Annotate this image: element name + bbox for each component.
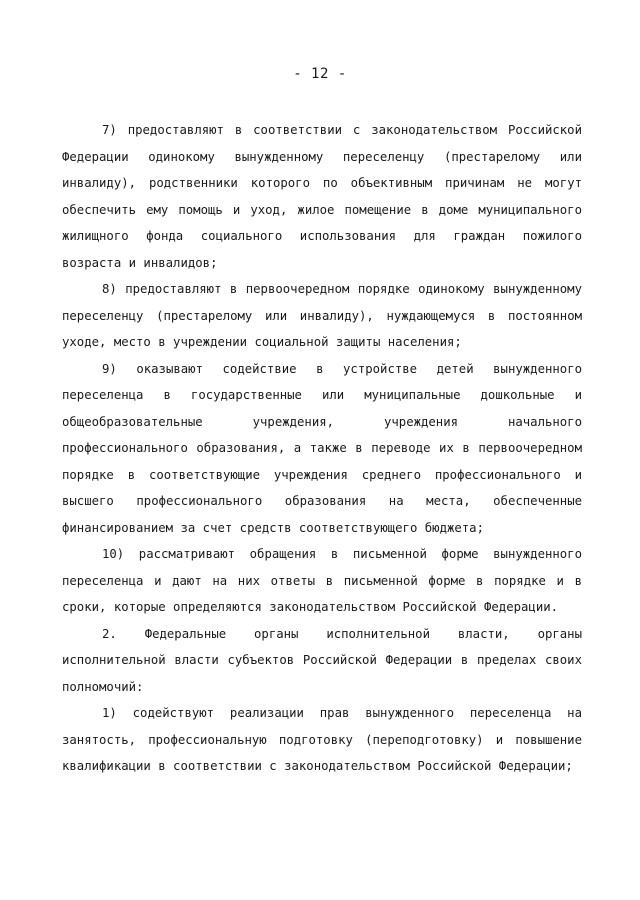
paragraph-item-8: 8) предоставляют в первоочередном порядке одинокому вынужденному переселенцу (престарелому или инвалиду), нуждающемуся в постоянном уходе, место в учреждении социальной защиты населения; xyxy=(62,282,582,349)
page-number: - 12 - xyxy=(293,66,347,82)
paragraph-section-2-item-1: 1) содействуют реализации прав вынужденного переселенца на занятость, профессиональную подготовку (переподготовку) и повышение квалификации в соответствии с законодательством Российской Федерации; xyxy=(62,706,582,773)
paragraph-item-10: 10) рассматривают обращения в письменной форме вынужденного переселенца и дают на них ответы в письменной форме в порядке и в сроки, которые определяются законодательством Российской Федерации. xyxy=(62,547,582,614)
paragraph-item-9: 9) оказывают содействие в устройстве детей вынужденного переселенца в государственные или муниципальные дошкольные и общеобразовательные учреждения, учреждения начального профессионального образования, а также в переводе их в первоочередном порядке в соответствующие учреждения среднего профессионального и высшего профессионального образования на места, обеспеченные финансированием за счет средств соответствующего бюджета; xyxy=(62,361,582,535)
paragraph-item-7: 7) предоставляют в соответствии с законодательством Российской Федерации одинокому вынужденному переселенцу (престарелому или инвалиду), родственники которого по объективным причинам не могут обеспечить ему помощь и уход, жилое помещение в доме муниципального жилищного фонда социального использования для граждан пожилого возраста и инвалидов; xyxy=(62,123,582,270)
paragraph-section-2: 2. Федеральные органы исполнительной власти, органы исполнительной власти субъектов Российской Федерации в пределах своих полномочий: xyxy=(62,626,582,694)
document-body xyxy=(62,117,582,780)
